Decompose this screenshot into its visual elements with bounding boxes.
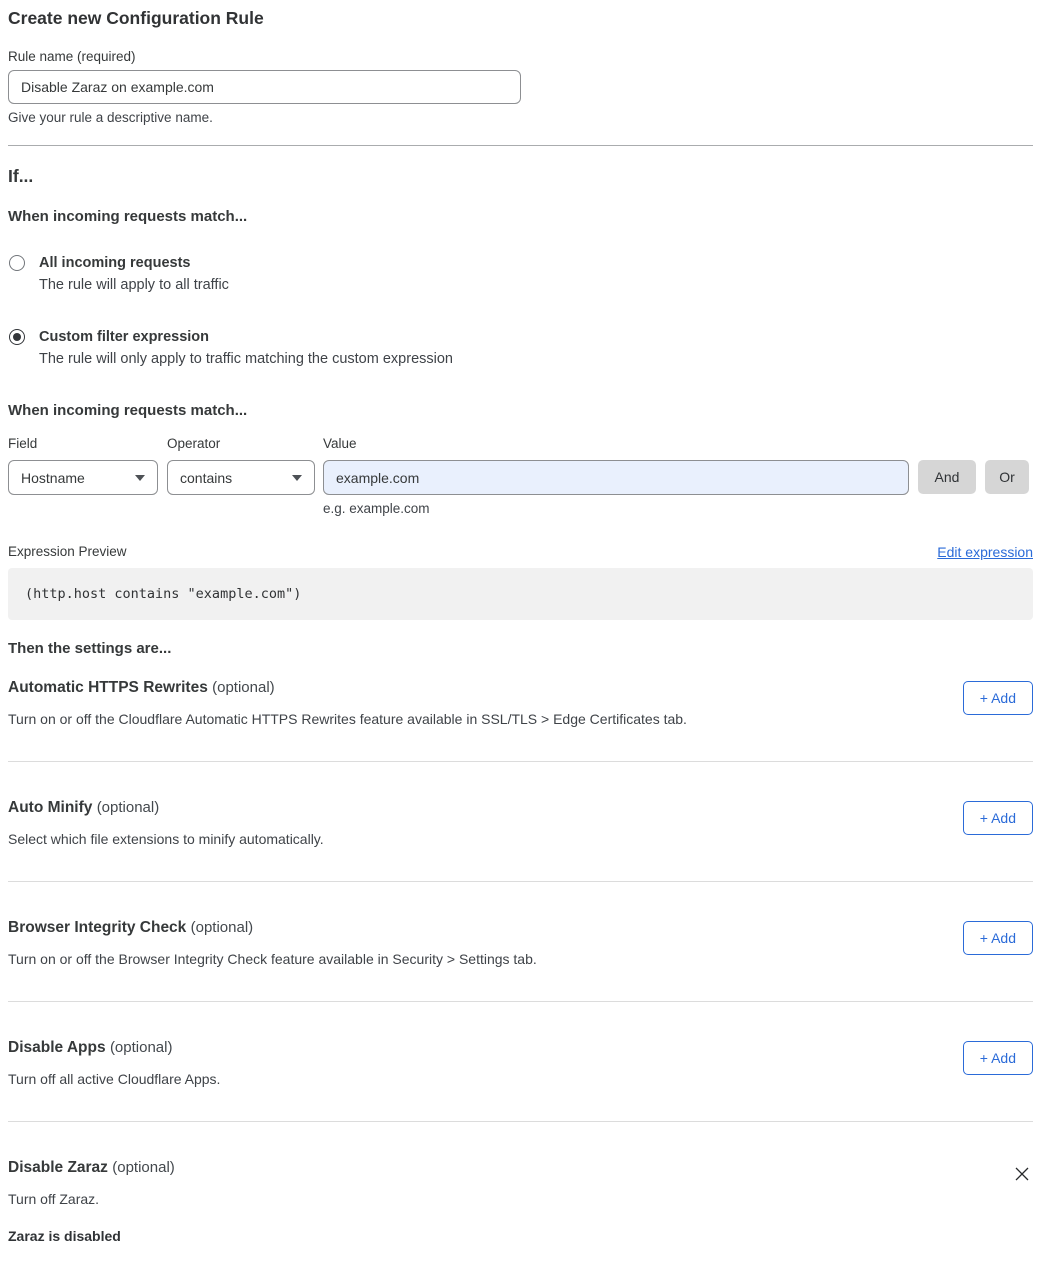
setting-auto-minify bbox=[8, 762, 1033, 882]
radio-description: The rule will apply to all traffic bbox=[39, 277, 229, 293]
create-configuration-rule-page bbox=[0, 8, 1049, 1244]
edit-expression-link[interactable]: Edit expression bbox=[937, 544, 1033, 560]
radio-option-custom-filter-expression[interactable] bbox=[8, 329, 1033, 368]
rule-name-input[interactable] bbox=[8, 70, 521, 104]
field-select-value: Hostname bbox=[21, 469, 85, 486]
add-browser-integrity-check-button[interactable]: + Add bbox=[963, 921, 1033, 955]
setting-title: Disable Zaraz (optional) bbox=[8, 1159, 175, 1176]
rule-name-help: Give your rule a descriptive name. bbox=[8, 110, 213, 125]
rule-name-label: Rule name (required) bbox=[8, 49, 136, 64]
filter-heading: When incoming requests match... bbox=[8, 402, 248, 419]
close-icon bbox=[1013, 1171, 1031, 1186]
operator-label: Operator bbox=[167, 436, 221, 451]
radio-label: Custom filter expression bbox=[39, 329, 210, 345]
if-heading: If... bbox=[8, 166, 34, 186]
zaraz-status-text: Zaraz is disabled bbox=[8, 1228, 121, 1244]
setting-disable-apps bbox=[8, 1002, 1033, 1122]
filter-builder-row bbox=[8, 436, 1033, 516]
chevron-down-icon bbox=[292, 475, 302, 481]
setting-browser-integrity-check bbox=[8, 882, 1033, 1002]
optional-tag: (optional) bbox=[190, 919, 254, 936]
add-disable-apps-button[interactable]: + Add bbox=[963, 1041, 1033, 1075]
or-button[interactable]: Or bbox=[985, 460, 1029, 494]
and-button[interactable]: And bbox=[918, 460, 976, 494]
expression-preview-box bbox=[8, 568, 1033, 620]
setting-automatic-https-rewrites bbox=[8, 657, 1033, 762]
expression-preview-header bbox=[8, 544, 1033, 560]
radio-description: The rule will only apply to traffic matching the custom expression bbox=[39, 351, 453, 367]
value-input[interactable] bbox=[323, 460, 909, 495]
setting-title: Automatic HTTPS Rewrites (optional) bbox=[8, 679, 275, 696]
radio-button-unchecked[interactable] bbox=[9, 255, 25, 271]
setting-description: Turn on or off the Browser Integrity Check feature available in Security > Settings tab. bbox=[8, 951, 537, 967]
setting-description: Turn off all active Cloudflare Apps. bbox=[8, 1071, 221, 1087]
value-label: Value bbox=[323, 436, 357, 451]
settings-heading: Then the settings are... bbox=[8, 640, 172, 657]
optional-tag: (optional) bbox=[212, 679, 275, 696]
optional-tag: (optional) bbox=[109, 1039, 173, 1056]
operator-select-value: contains bbox=[180, 469, 233, 486]
setting-title: Disable Apps (optional) bbox=[8, 1039, 173, 1056]
setting-description: Turn on or off the Cloudflare Automatic HTTPS Rewrites feature available in SSL/TLS > Edge Certificates tab. bbox=[8, 711, 687, 727]
incoming-requests-heading: When incoming requests match... bbox=[8, 208, 248, 225]
add-auto-minify-button[interactable]: + Add bbox=[963, 801, 1033, 835]
section-divider bbox=[8, 145, 1033, 146]
remove-disable-zaraz-button[interactable] bbox=[1011, 1163, 1033, 1185]
radio-button-checked[interactable] bbox=[9, 329, 25, 345]
chevron-down-icon bbox=[135, 475, 145, 481]
expression-code: (http.host contains "example.com") bbox=[25, 586, 302, 602]
field-select[interactable] bbox=[8, 460, 158, 495]
radio-option-all-incoming-requests[interactable] bbox=[8, 255, 1033, 294]
setting-title: Browser Integrity Check (optional) bbox=[8, 919, 254, 936]
page-title: Create new Configuration Rule bbox=[8, 8, 264, 28]
setting-description: Select which file extensions to minify automatically. bbox=[8, 831, 324, 847]
optional-tag: (optional) bbox=[112, 1159, 175, 1176]
setting-description: Turn off Zaraz. bbox=[8, 1191, 100, 1207]
optional-tag: (optional) bbox=[96, 799, 160, 816]
field-label: Field bbox=[8, 436, 38, 451]
setting-title: Auto Minify (optional) bbox=[8, 799, 160, 816]
operator-select[interactable] bbox=[167, 460, 315, 495]
value-help: e.g. example.com bbox=[323, 501, 430, 516]
setting-disable-zaraz bbox=[8, 1122, 1033, 1244]
expression-preview-label: Expression Preview bbox=[8, 544, 127, 559]
radio-label: All incoming requests bbox=[39, 255, 191, 271]
add-automatic-https-rewrites-button[interactable]: + Add bbox=[963, 681, 1033, 715]
